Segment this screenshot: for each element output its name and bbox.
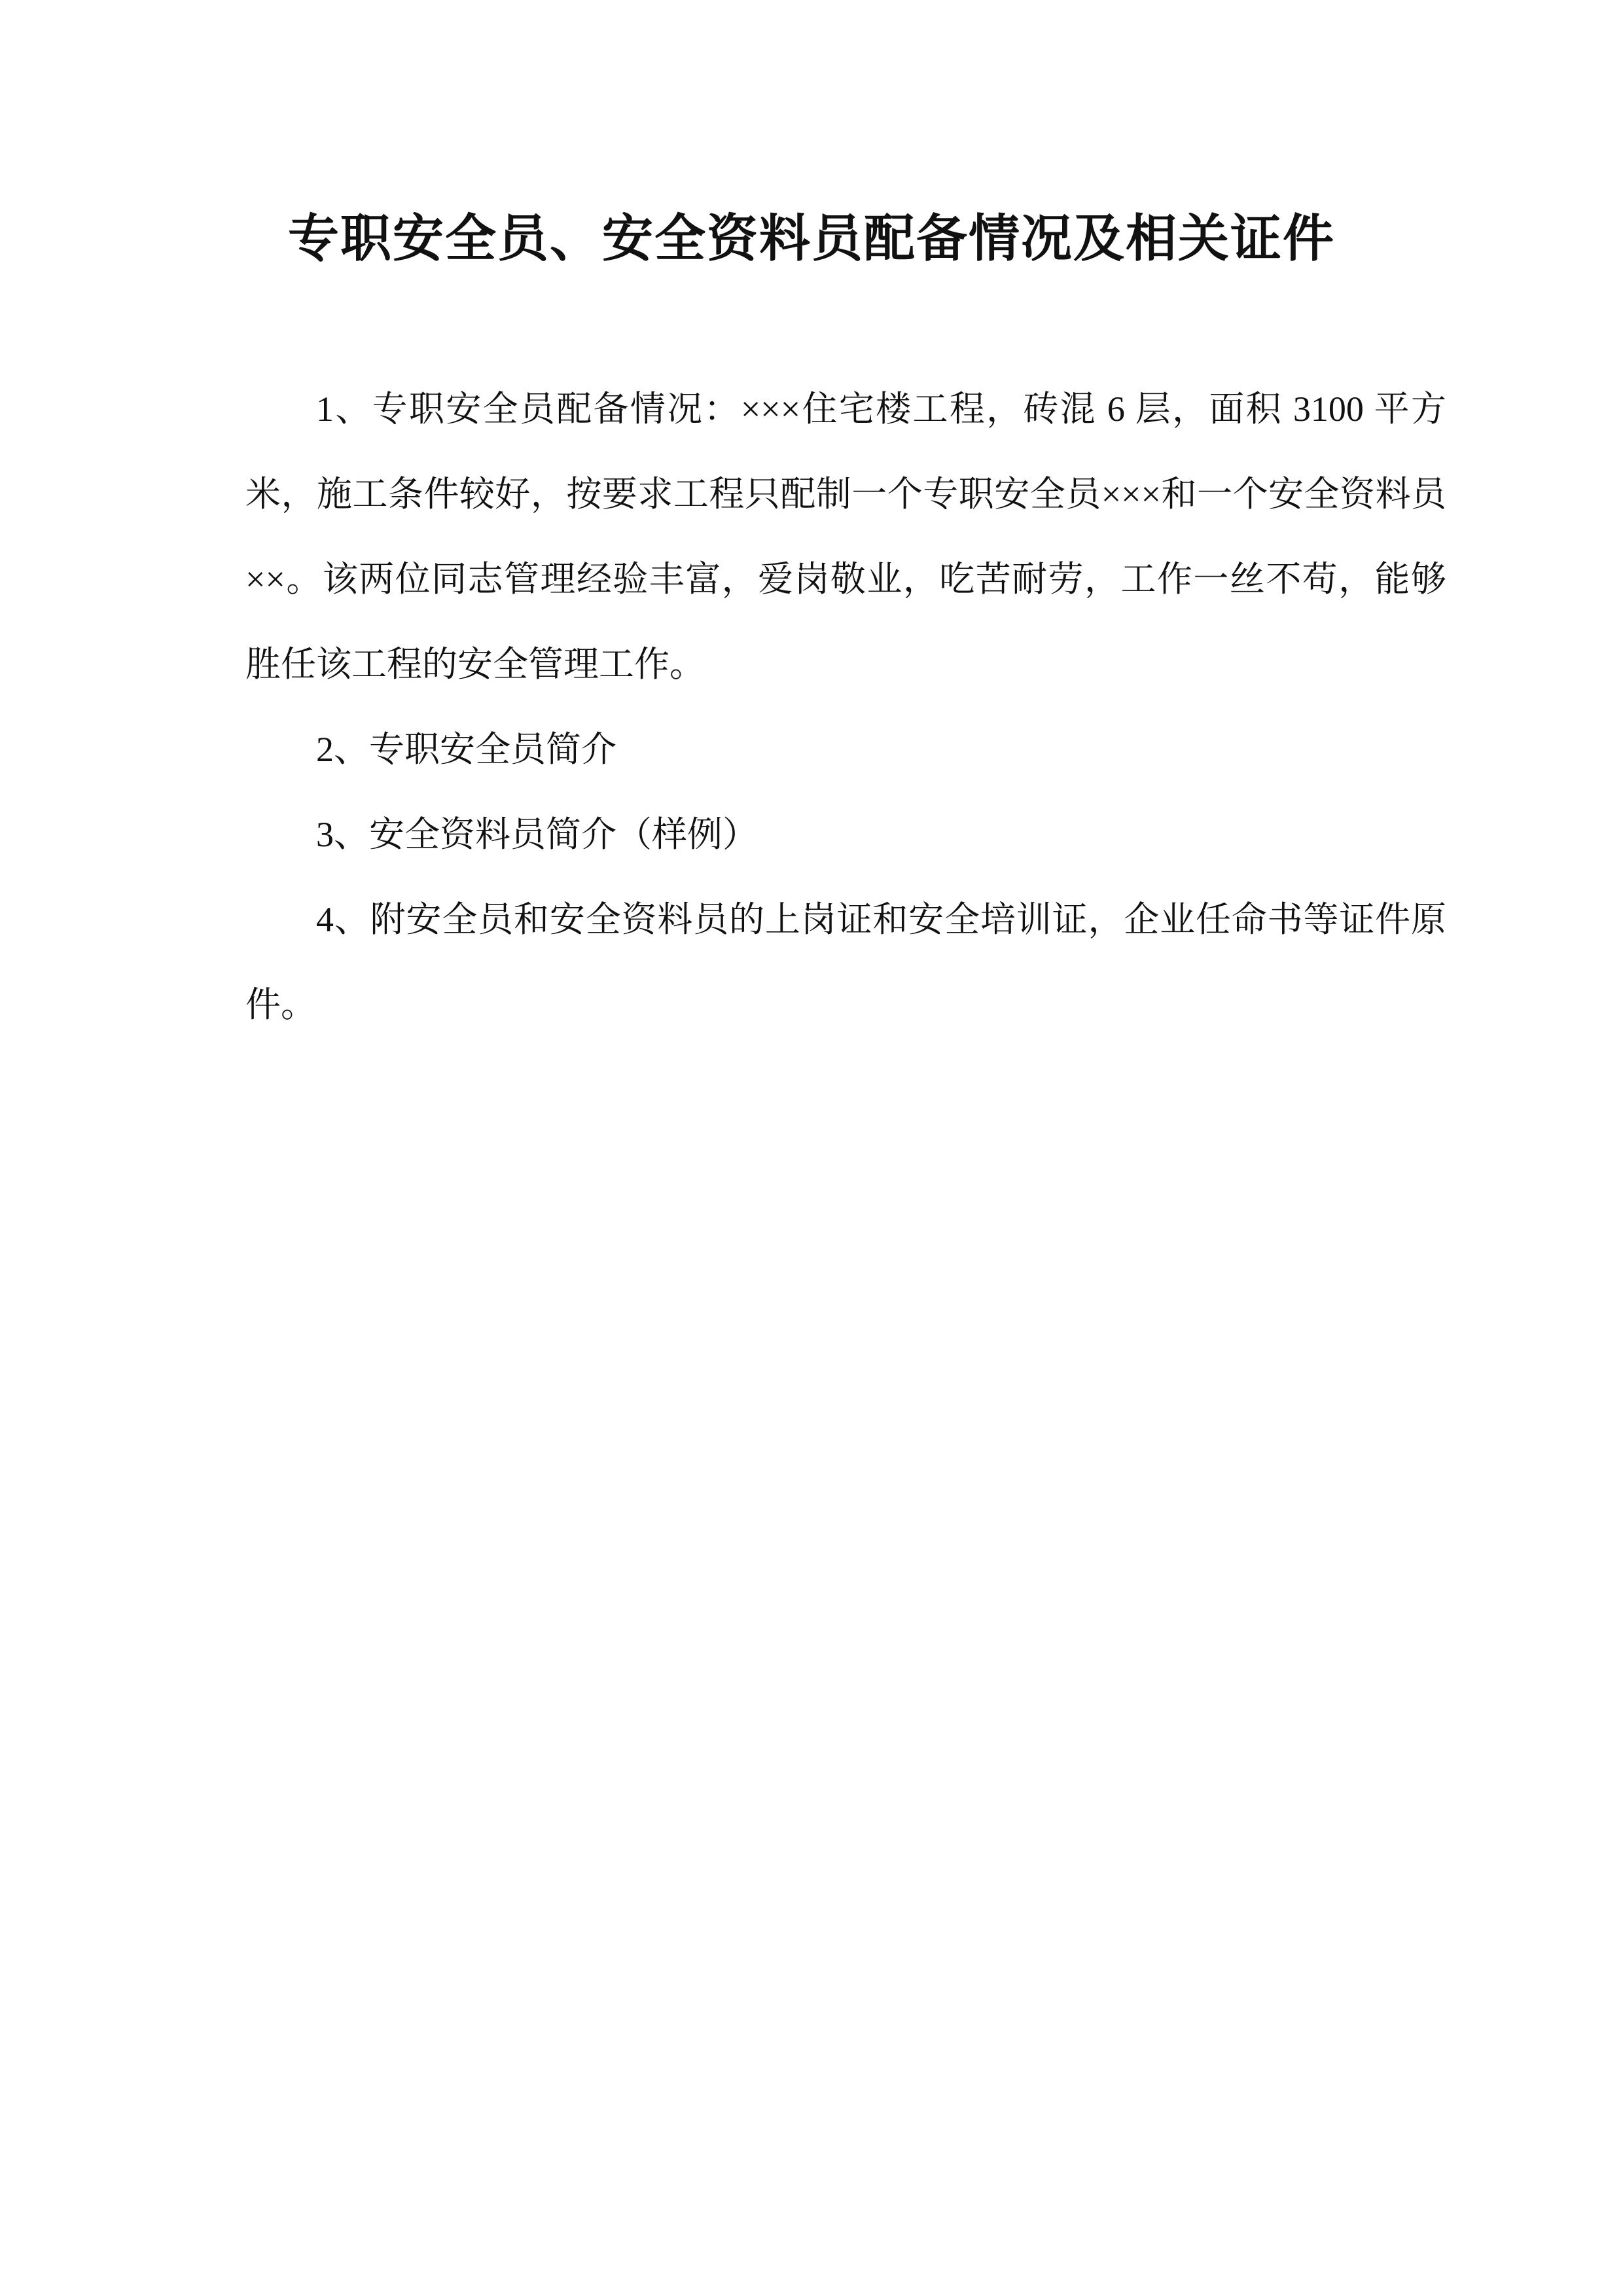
paragraph-staffing: 1、专职安全员配备情况：×××住宅楼工程，砖混 6 层，面积 3100 平方米，施工条件较好，按要求工程只配制一个专职安全员×××和一个安全资料员××。该两位同志管理经验丰富，爱岗敬业，吃苦耐劳，工作一丝不苟，能够胜任该工程的安全管理工作。: [245, 389, 1446, 684]
document-body: [245, 367, 1446, 1047]
page-title: 专职安全员、安全资料员配备情况及相关证件: [287, 210, 1335, 267]
paragraph-records-officer-intro: 3、安全资料员简介（样例）: [316, 815, 758, 854]
paragraph-safety-officer-intro: 2、专职安全员简介: [316, 730, 616, 769]
paragraph-attachments: 4、附安全员和安全资料员的上岗证和安全培训证，企业任命书等证件原件。: [245, 900, 1446, 1024]
